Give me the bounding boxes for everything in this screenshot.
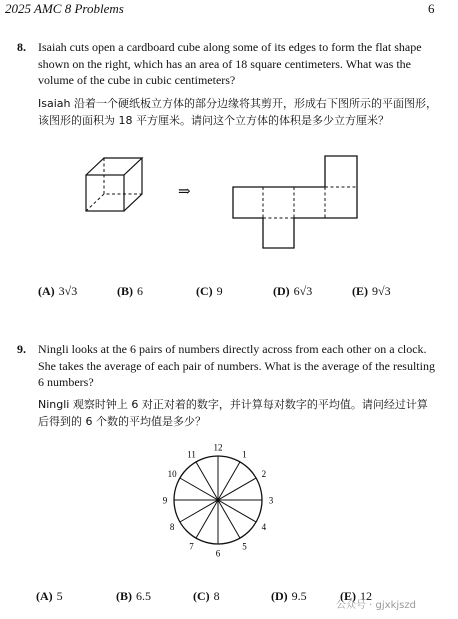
q9-chinese-text <box>38 396 428 430</box>
clock-figure <box>158 440 278 560</box>
q9-number: 9. <box>17 342 26 356</box>
choice-value: 9.5 <box>291 589 307 603</box>
q8-en-line: Isaiah cuts open a cardboard cube along some of its edges to form the flat shape <box>38 40 422 54</box>
cube-figure <box>80 155 150 215</box>
choice-value: 6√3 <box>293 284 313 298</box>
choice-value: 5 <box>56 589 63 603</box>
clock-number: 12 <box>213 442 223 453</box>
choice-value: 12 <box>360 589 372 603</box>
q8-choice-b[interactable] <box>117 284 143 299</box>
clock-number: 2 <box>261 469 267 479</box>
q9-en-line: She takes the average of each pair of numbers. What is the average of the resulting <box>38 358 435 373</box>
q8-number: 8. <box>17 40 26 54</box>
choice-label: (B) <box>117 284 133 298</box>
q8-choice-e[interactable] <box>352 284 391 299</box>
transform-arrow: ⇒ <box>178 184 191 200</box>
q8-choice-a[interactable] <box>38 284 77 299</box>
clock-number: 8 <box>169 522 175 532</box>
clock-number: 9 <box>162 495 168 506</box>
q9-english-text <box>38 341 435 391</box>
q9-en-line: 6 numbers? <box>38 375 94 389</box>
q8-choice-c[interactable] <box>196 284 223 299</box>
choice-label: (B) <box>116 589 132 603</box>
choice-value: 8 <box>213 589 220 603</box>
choice-value: 9√3 <box>372 284 391 298</box>
watermark: 公众号 · gjxkjszd <box>336 600 416 611</box>
clock-number: 3 <box>268 495 274 506</box>
choice-value: 3√3 <box>58 284 78 298</box>
choice-value: 9 <box>216 284 223 298</box>
q8-en-line: shown on the right, which has an area of 18 square centimeters. What was the <box>38 56 411 71</box>
q9-choice-c[interactable] <box>193 589 220 604</box>
q8-chinese-text <box>38 95 437 129</box>
q8-english-text <box>38 39 422 89</box>
page-header-title: 2025 AMC 8 Problems <box>5 1 124 16</box>
clock-number: 4 <box>261 522 267 532</box>
clock-number: 5 <box>242 541 247 552</box>
choice-label: (A) <box>38 284 55 298</box>
q8-choice-d[interactable] <box>273 284 312 299</box>
clock-number: 6 <box>215 548 221 559</box>
choice-value: 6.5 <box>136 589 151 603</box>
choice-value: 6 <box>137 284 143 298</box>
choice-label: (D) <box>271 589 288 603</box>
clock-number: 10 <box>167 469 177 479</box>
clock-number: 1 <box>242 449 247 460</box>
choice-label: (C) <box>196 284 213 298</box>
q9-en-line: Ningli looks at the 6 pairs of numbers directly across from each other on a clock. <box>38 342 427 356</box>
q9-choice-b[interactable] <box>116 589 151 604</box>
cube-net-figure <box>228 150 368 252</box>
choice-label: (A) <box>36 589 53 603</box>
clock-number: 11 <box>187 449 196 460</box>
choice-label: (D) <box>273 284 290 298</box>
q8-en-line: volume of the cube in cubic centimeters? <box>38 73 236 87</box>
q8-zh-line: Isaiah 沿着一个硬纸板立方体的部分边缘将其剪开，形成右下图所示的平面图形， <box>38 97 437 110</box>
q9-zh-line: 后得到的 6 个数的平均值是多少？ <box>38 415 206 428</box>
choice-label: (E) <box>352 284 368 298</box>
choice-label: (C) <box>193 589 210 603</box>
clock-number: 7 <box>189 541 194 552</box>
q9-choice-d[interactable] <box>271 589 307 604</box>
choice-label: (E) <box>340 589 356 603</box>
q8-zh-line: 该图形的面积为 18 平方厘米。请问这个立方体的体积是多少立方厘米？ <box>38 114 389 127</box>
q9-choice-a[interactable] <box>36 589 63 604</box>
page-number: 6 <box>428 1 435 16</box>
q9-zh-line: Ningli 观察时钟上 6 对正对着的数字，并计算每对数字的平均值。请问经过计算 <box>38 398 428 411</box>
